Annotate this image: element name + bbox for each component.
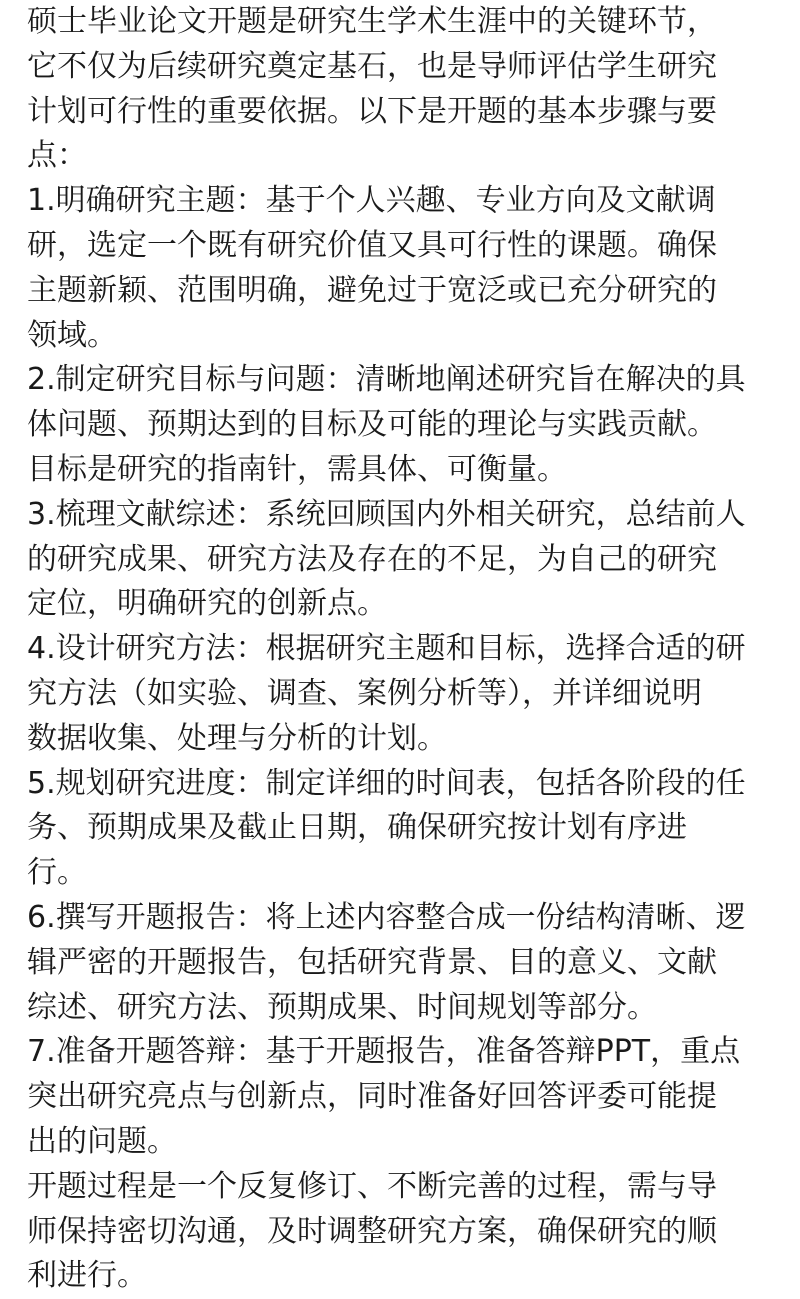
- text-line: 7.准备开题答辩：基于开题报告，准备答辩PPT，重点: [27, 1034, 741, 1070]
- text-line: 3.梳理文献综述：系统回顾国内外相关研究，总结前人: [27, 496, 746, 532]
- text-line: 数据收集、处理与分析的计划。: [27, 720, 447, 756]
- document-body: [27, 0, 779, 1299]
- text-line: 目标是研究的指南针，需具体、可衡量。: [27, 451, 567, 487]
- step-4-paragraph: [27, 627, 779, 761]
- text-line: 综述、研究方法、预期成果、时间规划等部分。: [27, 989, 657, 1025]
- text-line: 计划可行性的重要依据。以下是开题的基本步骤与要: [27, 93, 717, 129]
- text-line: 辑严密的开题报告，包括研究背景、目的意义、文献: [27, 944, 717, 980]
- text-line: 5.规划研究进度：制定详细的时间表，包括各阶段的任: [27, 765, 746, 801]
- text-line: 体问题、预期达到的目标及可能的理论与实践贡献。: [27, 407, 717, 443]
- text-line: 师保持密切沟通，及时调整研究方案，确保研究的顺: [27, 1213, 717, 1249]
- text-line: 点：: [27, 138, 87, 174]
- text-line: 硕士毕业论文开题是研究生学术生涯中的关键环节，: [27, 4, 717, 39]
- conclusion-paragraph: [27, 1165, 779, 1299]
- step-3-paragraph: [27, 493, 779, 627]
- text-line: 6.撰写开题报告：将上述内容整合成一份结构清晰、逻: [27, 899, 746, 935]
- text-line: 领域。: [27, 317, 117, 353]
- text-line: 的研究成果、研究方法及存在的不足，为自己的研究: [27, 541, 717, 577]
- step-7-paragraph: [27, 1030, 779, 1164]
- text-line: 主题新颖、范围明确，避免过于宽泛或已充分研究的: [27, 272, 717, 308]
- text-line: 利进行。: [27, 1258, 147, 1294]
- step-6-paragraph: [27, 896, 779, 1030]
- text-line: 研，选定一个既有研究价值又具可行性的课题。确保: [27, 227, 717, 263]
- text-line: 出的问题。: [27, 1123, 177, 1159]
- text-line: 4.设计研究方法：根据研究主题和目标，选择合适的研: [27, 631, 746, 667]
- text-line: 开题过程是一个反复修订、不断完善的过程，需与导: [27, 1168, 717, 1204]
- step-1-paragraph: [27, 179, 779, 358]
- text-line: 1.明确研究主题：基于个人兴趣、专业方向及文献调: [27, 183, 716, 219]
- text-line: 2.制定研究目标与问题：清晰地阐述研究旨在解决的具: [27, 362, 746, 398]
- text-line: 它不仅为后续研究奠定基石，也是导师评估学生研究: [27, 48, 717, 84]
- step-2-paragraph: [27, 358, 779, 492]
- text-line: 务、预期成果及截止日期，确保研究按计划有序进: [27, 810, 687, 846]
- text-line: 定位，明确研究的创新点。: [27, 586, 387, 622]
- text-line: 究方法（如实验、调查、案例分析等），并详细说明: [27, 675, 702, 711]
- step-5-paragraph: [27, 762, 779, 896]
- text-line: 突出研究亮点与创新点，同时准备好回答评委可能提: [27, 1079, 717, 1115]
- intro-paragraph: [27, 0, 779, 179]
- text-line: 行。: [27, 855, 87, 891]
